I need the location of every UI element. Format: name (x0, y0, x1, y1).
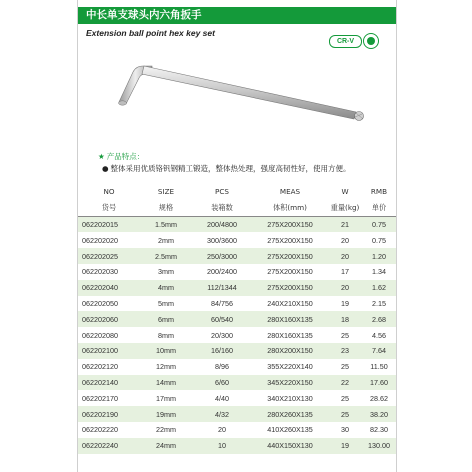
cell-weight: 30 (328, 422, 362, 438)
spec-table (78, 184, 396, 454)
cell-weight: 21 (328, 216, 362, 232)
table-row (78, 422, 396, 438)
cell-size: 10mm (140, 343, 192, 359)
header-weight: W (341, 187, 349, 197)
cell-weight: 20 (328, 248, 362, 264)
cell-size: 2.5mm (140, 248, 192, 264)
cell-rmb: 17.60 (362, 375, 396, 391)
bullet-icon: ● (102, 164, 109, 173)
cell-size: 2mm (140, 232, 192, 248)
cell-weight: 22 (328, 375, 362, 391)
cell-rmb: 1.20 (362, 248, 396, 264)
cell-meas: 280X160X135 (252, 311, 328, 327)
cell-size: 12mm (140, 359, 192, 375)
table-row (78, 264, 396, 280)
table-row (78, 216, 396, 232)
cell-meas: 410X260X135 (252, 422, 328, 438)
cell-no: 062202015 (78, 216, 140, 232)
cell-pcs: 16/160 (192, 343, 252, 359)
features-heading: ★ 产品特点： (98, 152, 145, 161)
cell-no: 062202050 (78, 296, 140, 312)
cell-meas: 280X260X135 (252, 406, 328, 422)
cell-rmb: 130.00 (362, 438, 396, 454)
page-title: 中长单支球头内六角扳手 (78, 7, 396, 24)
cell-no: 062202190 (78, 406, 140, 422)
cell-pcs: 20/300 (192, 327, 252, 343)
cell-no: 062202060 (78, 311, 140, 327)
table-header-en (78, 184, 396, 200)
cell-rmb: 0.75 (362, 216, 396, 232)
header-rmb: RMB (370, 187, 388, 197)
hex-key-image (100, 55, 380, 145)
table-row (78, 248, 396, 264)
cell-rmb: 82.30 (362, 422, 396, 438)
header-pcs-cn: 装箱数 (192, 200, 252, 216)
cell-no: 062202040 (78, 280, 140, 296)
cell-size: 14mm (140, 375, 192, 391)
cell-no: 062202240 (78, 438, 140, 454)
table-row (78, 359, 396, 375)
star-icon: ★ (98, 152, 105, 161)
header-no-cn: 货号 (78, 200, 140, 216)
cell-rmb: 7.64 (362, 343, 396, 359)
cell-weight: 23 (328, 343, 362, 359)
cell-pcs: 4/32 (192, 406, 252, 422)
table-row (78, 375, 396, 391)
table-row (78, 232, 396, 248)
cell-meas: 240X210X150 (252, 296, 328, 312)
cell-size: 4mm (140, 280, 192, 296)
cell-size: 3mm (140, 264, 192, 280)
crv-logo: CR-V (329, 35, 362, 48)
cell-no: 062202080 (78, 327, 140, 343)
cell-meas: 275X200X150 (252, 280, 328, 296)
header-size: SIZE (157, 187, 175, 197)
cell-no: 062202025 (78, 248, 140, 264)
cell-meas: 440X150X130 (252, 438, 328, 454)
cell-weight: 19 (328, 296, 362, 312)
cell-no: 062202020 (78, 232, 140, 248)
cell-size: 17mm (140, 390, 192, 406)
cell-pcs: 200/2400 (192, 264, 252, 280)
header-size-cn: 规格 (140, 200, 192, 216)
cell-weight: 18 (328, 311, 362, 327)
cell-pcs: 300/3600 (192, 232, 252, 248)
cell-pcs: 4/40 (192, 390, 252, 406)
table-row (78, 280, 396, 296)
cell-rmb: 38.20 (362, 406, 396, 422)
cell-rmb: 2.15 (362, 296, 396, 312)
cell-size: 24mm (140, 438, 192, 454)
cell-pcs: 200/4800 (192, 216, 252, 232)
cell-no: 062202220 (78, 422, 140, 438)
cell-pcs: 6/60 (192, 375, 252, 391)
cell-rmb: 11.50 (362, 359, 396, 375)
cell-pcs: 20 (192, 422, 252, 438)
cell-meas: 340X210X130 (252, 390, 328, 406)
cell-weight: 25 (328, 390, 362, 406)
cell-no: 062202100 (78, 343, 140, 359)
cell-size: 1.5mm (140, 216, 192, 232)
product-subtitle: Extension ball point hex key set (86, 28, 215, 38)
table-row (78, 390, 396, 406)
cell-no: 062202140 (78, 375, 140, 391)
cell-rmb: 28.62 (362, 390, 396, 406)
cell-meas: 355X220X140 (252, 359, 328, 375)
cell-pcs: 250/3000 (192, 248, 252, 264)
cell-meas: 275X200X150 (252, 216, 328, 232)
cell-rmb: 2.68 (362, 311, 396, 327)
cell-no: 062202170 (78, 390, 140, 406)
cell-size: 19mm (140, 406, 192, 422)
cell-pcs: 10 (192, 438, 252, 454)
cell-pcs: 8/96 (192, 359, 252, 375)
table-row (78, 311, 396, 327)
cell-rmb: 1.34 (362, 264, 396, 280)
cell-weight: 20 (328, 232, 362, 248)
header-meas-cn: 体积(mm) (252, 200, 328, 216)
table-header-cn (78, 200, 396, 216)
header-no: NO (103, 187, 115, 197)
cell-meas: 345X220X150 (252, 375, 328, 391)
cell-pcs: 84/756 (192, 296, 252, 312)
table-body (78, 216, 396, 453)
cell-meas: 275X200X150 (252, 232, 328, 248)
cell-size: 6mm (140, 311, 192, 327)
header-weight-cn: 重量(kg) (328, 200, 362, 216)
cell-no: 062202030 (78, 264, 140, 280)
table-row (78, 438, 396, 454)
cell-rmb: 0.75 (362, 232, 396, 248)
cell-rmb: 1.62 (362, 280, 396, 296)
cell-weight: 25 (328, 406, 362, 422)
cell-pcs: 112/1344 (192, 280, 252, 296)
cell-weight: 25 (328, 327, 362, 343)
table-row (78, 406, 396, 422)
cell-weight: 17 (328, 264, 362, 280)
table-row (78, 296, 396, 312)
header-pcs: PCS (215, 187, 229, 197)
cell-meas: 280X200X150 (252, 343, 328, 359)
cell-size: 8mm (140, 327, 192, 343)
cell-meas: 280X160X135 (252, 327, 328, 343)
quality-seal-icon (363, 33, 379, 49)
table-row (78, 343, 396, 359)
cell-pcs: 60/540 (192, 311, 252, 327)
cell-weight: 19 (328, 438, 362, 454)
cell-rmb: 4.56 (362, 327, 396, 343)
header-rmb-cn: 单价 (362, 200, 396, 216)
cell-weight: 20 (328, 280, 362, 296)
cell-weight: 25 (328, 359, 362, 375)
table-row (78, 327, 396, 343)
features-text: ● 整体采用优质铬钒钢精工锻造，整体热处理，强度高韧性好，使用方便。 (102, 164, 351, 173)
cell-meas: 275X200X150 (252, 248, 328, 264)
catalog-page (77, 0, 397, 472)
cell-size: 22mm (140, 422, 192, 438)
cell-meas: 275X200X150 (252, 264, 328, 280)
cell-no: 062202120 (78, 359, 140, 375)
cell-size: 5mm (140, 296, 192, 312)
header-meas: MEAS (279, 187, 301, 197)
